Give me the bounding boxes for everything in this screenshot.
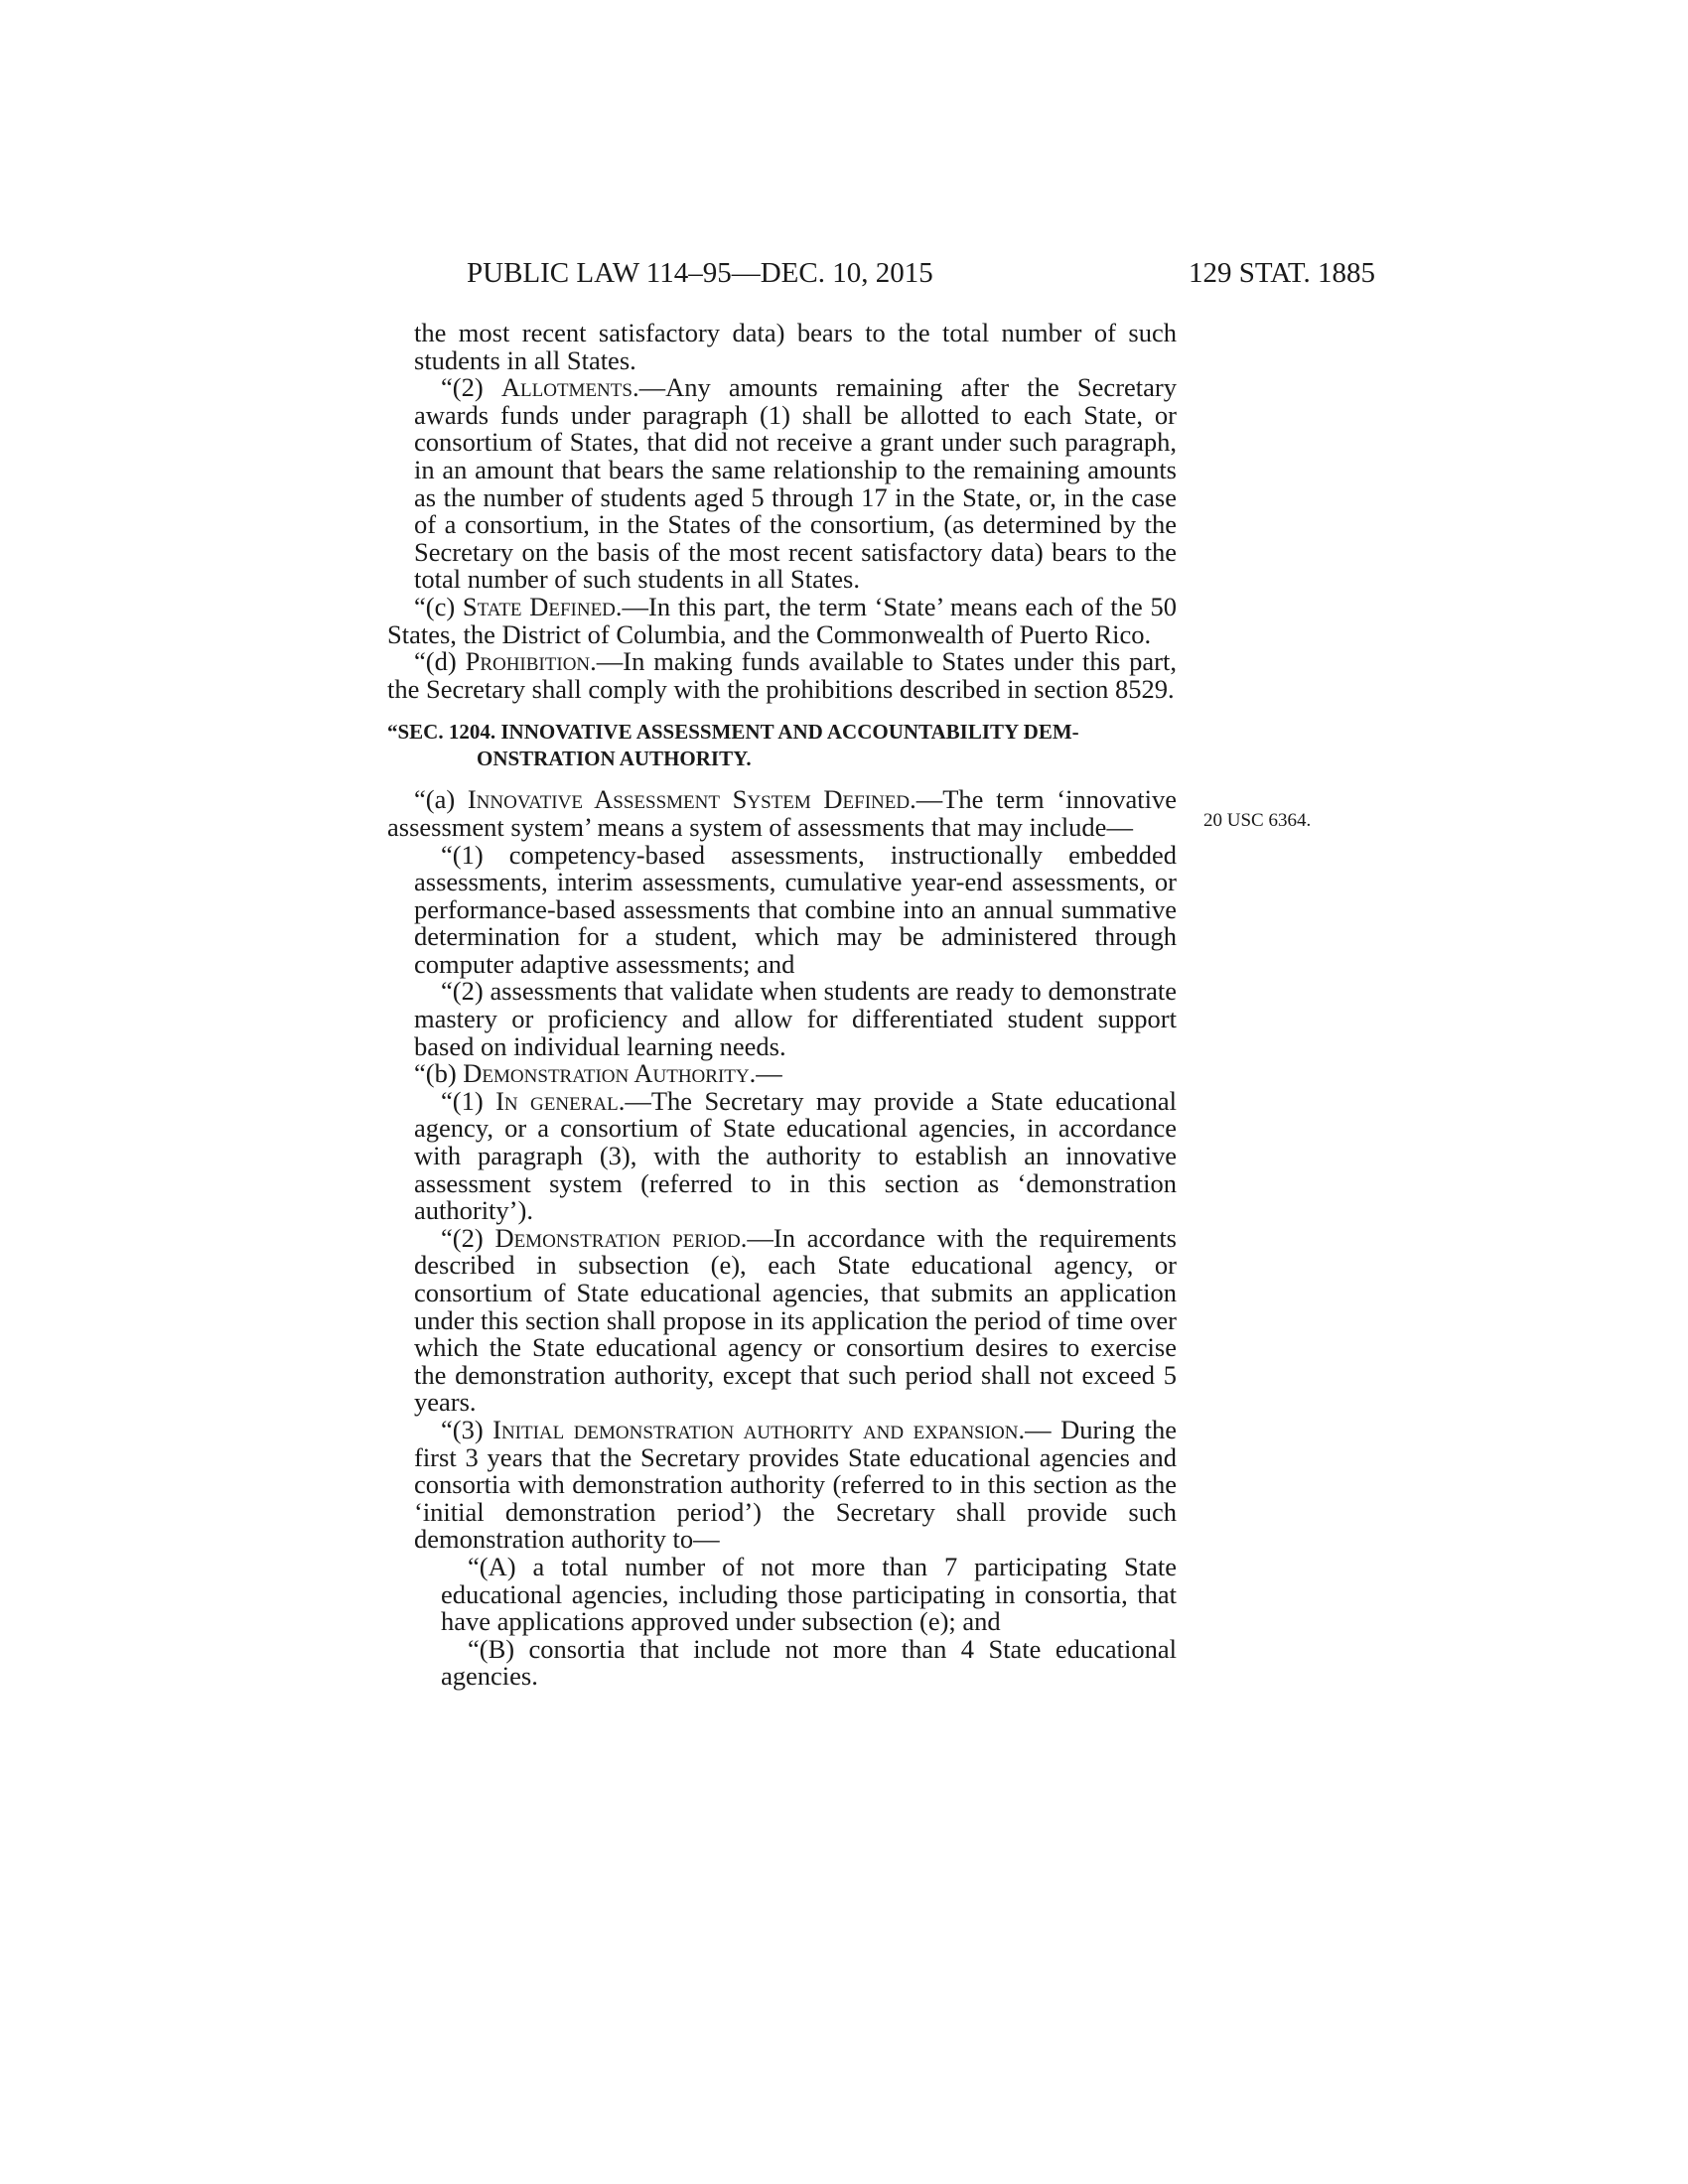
subsection-c: “(c) State Defined.—In this part, the term ‘State’ means each of the 50 States, the District of Columbia, and the Commonwealth of Puerto Rico. (387, 591, 1177, 649)
heading-demonstration-period: Demonstration period (494, 1222, 741, 1253)
heading-state-defined: State Defined (462, 591, 616, 621)
paragraph-a2: “(2) assessments that validate when students are ready to demonstrate mastery or proficiency and allow for differentiated student support based on individual learning needs. (414, 976, 1177, 1061)
paragraph-b3: “(3) Initial demonstration authority and expansion.— During the first 3 years that the Secretary provides State educational agencies and consortia with demonstration authority (referred to in this section as the ‘initial demonstration period’) the Secretary shall provide such demonstration authority to— (414, 1414, 1177, 1555)
heading-innovative-assessment: Innovative Assessment System Defined (467, 784, 911, 815)
section-heading-line2: ONSTRATION AUTHORITY. (477, 747, 752, 771)
heading-allotments: Allotments (500, 372, 633, 403)
subparagraph-b3B: “(B) consortia that include not more than 4 State educational agencies. (441, 1633, 1177, 1692)
running-header (467, 253, 1375, 293)
section-heading (387, 719, 1177, 772)
margin-citation: 20 USC 6364. (1203, 810, 1312, 831)
heading-demonstration-authority: Demonstration Authority (463, 1058, 750, 1089)
page-stat-number: 129 STAT. 1885 (1188, 257, 1375, 289)
heading-initial-demonstration: Initial demonstration authority and expansion (492, 1414, 1019, 1444)
subsection-d: “(d) Prohibition.—In making funds available to States under this part, the Secretary shall comply with the prohibitions described in section 8529. (387, 646, 1177, 704)
paragraph-b1: “(1) In general.—The Secretary may provide a State educational agency, or a consortium of State educational agencies, in accordance with paragraph (3), with the authority to establish an innovative assessment system (referred to in this section as ‘demonstration authority’). (414, 1085, 1177, 1226)
subparagraph-b3A: “(A) a total number of not more than 7 participating State educational agencies, including those participating in consortia, that have applications approved under subsection (e); and (441, 1551, 1177, 1637)
subsection-b: “(b) Demonstration Authority.— (414, 1058, 782, 1089)
statute-text-block (387, 320, 1177, 1691)
subsection-a: “(a) Innovative Assessment System Defined.—The term ‘innovative assessment system’ means a system of assessments that may include— (387, 784, 1177, 842)
running-head-title: PUBLIC LAW 114–95—DEC. 10, 2015 (467, 257, 933, 289)
heading-prohibition: Prohibition (465, 646, 591, 677)
paragraph-continuation: the most recent satisfactory data) bears to the total number of such students in all States. (414, 318, 1177, 375)
section-heading-line1: “SEC. 1204. INNOVATIVE ASSESSMENT AND ACCOUNTABILITY DEM- (387, 720, 1079, 745)
paragraph-b2: “(2) Demonstration period.—In accordance with the requirements described in subsection (e), each State educational agency, or consortium of State educational agencies, that submits an application under this section shall propose in its application the period of time over which the State educational agency or consortium desires to exercise the demonstration authority, except that such period shall not exceed 5 years. (414, 1222, 1177, 1418)
heading-in-general: In general (495, 1085, 619, 1116)
paragraph-allotments: “(2) Allotments.—Any amounts remaining after the Secretary awards funds under paragraph (1) shall be allotted to each State, or consortium of States, that did not receive a grant under such paragraph, in an amount that bears the same relationship to the remaining amounts as the number of students aged 5 through 17 in the State, or, in the case of a consortium, in the States of the consortium, (as determined by the Secretary on the basis of the most recent satisfactory data) bears to the total number of such students in all States. (414, 372, 1177, 595)
paragraph-a1: “(1) competency-based assessments, instructionally embedded assessments, interim assessments, cumulative year-end assessments, or performance-based assessments that combine into an annual summative determination for a student, which may be administered through computer adaptive assessments; and (414, 839, 1177, 979)
